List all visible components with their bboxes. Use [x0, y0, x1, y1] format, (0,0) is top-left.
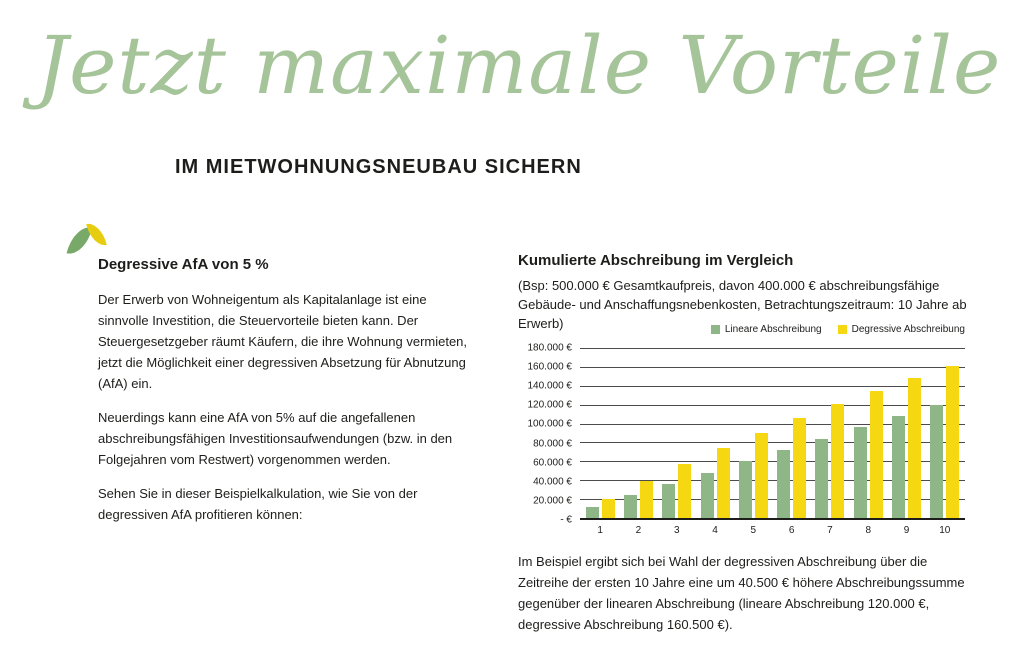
bar-group	[849, 348, 887, 518]
y-tick-label: 140.000 €	[527, 380, 572, 392]
body-paragraph: Der Erwerb von Wohneigentum als Kapitalanlage ist eine sinnvolle Investition, die Steuervorteile bieten kann. Der Steuergesetzgeber räumt Käufern, die ihre Wohnung vermieten, jetzt die Möglichkeit einer degressiven Absetzung für Abnutzung (AfA) ein.	[98, 292, 468, 391]
x-tick-label: 1	[597, 525, 603, 536]
chart-legend	[518, 322, 965, 336]
section-heading: Degressive AfA von 5 %	[98, 256, 269, 273]
leaf-yellow-icon	[86, 221, 107, 249]
bar-degressive-1	[602, 499, 615, 518]
x-tick-label: 6	[788, 525, 795, 536]
y-tick-label: 40.000 €	[533, 476, 572, 488]
bar-linear-9	[892, 416, 905, 518]
x-tick-label: 7	[827, 525, 833, 536]
bar-group	[581, 348, 619, 518]
legend-swatch	[838, 325, 847, 334]
bar-degressive-4	[717, 448, 730, 518]
bar-linear-10	[930, 405, 943, 518]
legend-label: Degressive Abschreibung	[851, 323, 965, 335]
bar-degressive-2	[640, 481, 653, 518]
bar-linear-5	[739, 461, 752, 518]
bar-linear-2	[624, 495, 637, 518]
bar-degressive-8	[870, 391, 883, 518]
x-tick-label: 3	[673, 525, 680, 536]
brand-logo	[68, 220, 112, 260]
x-tick-label: 8	[865, 525, 871, 536]
bar-linear-1	[586, 507, 599, 518]
y-tick-label: 80.000 €	[533, 438, 572, 450]
bars-row	[580, 348, 965, 518]
chart-body	[518, 342, 965, 526]
legend-swatch	[711, 325, 720, 334]
y-tick-label: 100.000 €	[527, 418, 572, 430]
legend-label: Lineare Abschreibung	[724, 323, 822, 335]
x-tick-label: 2	[635, 525, 642, 536]
bar-group	[696, 348, 734, 518]
main-subtitle: IM MIETWOHNUNGSNEUBAU SICHERN	[175, 156, 582, 178]
y-tick-label: 120.000 €	[527, 399, 572, 411]
chart-subtitle: (Bsp: 500.000 € Gesamtkaufpreis, davon 400.000 € abschreibungsfähige Gebäude- und Anschaffungsnebenkosten, Betrachtungszeitraum: 10 Jahre ab Erwerb)	[518, 278, 967, 331]
x-axis	[580, 525, 965, 536]
bar-group	[619, 348, 657, 518]
bar-linear-7	[815, 439, 828, 518]
legend-item-degressive	[838, 324, 965, 335]
x-tick-label: 10	[939, 525, 951, 536]
bar-degressive-9	[908, 378, 921, 518]
decorative-script-headline: Jetzt maximale Vorteile	[36, 19, 1002, 112]
y-axis	[518, 342, 580, 526]
plot-area	[580, 348, 965, 520]
bar-group	[926, 348, 964, 518]
bar-group	[772, 348, 810, 518]
bar-group	[658, 348, 696, 518]
bar-degressive-5	[755, 433, 768, 518]
y-tick-label: 180.000 €	[527, 342, 572, 354]
bar-degressive-10	[946, 366, 959, 518]
bar-group	[887, 348, 925, 518]
y-tick-label: 160.000 €	[527, 361, 572, 373]
body-text-column	[98, 289, 470, 525]
bar-degressive-3	[678, 464, 691, 518]
bar-degressive-6	[793, 418, 806, 518]
bar-linear-4	[701, 473, 714, 518]
x-tick-label: 4	[712, 525, 718, 536]
y-tick-label: - €	[560, 514, 572, 526]
bar-group	[734, 348, 772, 518]
bar-degressive-7	[831, 404, 844, 518]
body-paragraph: Sehen Sie in dieser Beispielkalkulation, wie Sie von der degressiven AfA profitieren können:	[98, 486, 418, 522]
y-tick-label: 20.000 €	[533, 495, 572, 507]
bar-linear-6	[777, 450, 790, 518]
legend-item-linear	[711, 324, 822, 335]
body-paragraph: Neuerdings kann eine AfA von 5% auf die angefallenen abschreibungsfähigen Investitionsaufwendungen (bzw. in den Folgejahren vom Restwert) vorgenommen werden.	[98, 410, 453, 467]
bar-chart	[518, 322, 965, 536]
bar-linear-3	[662, 484, 675, 518]
y-tick-label: 60.000 €	[533, 457, 572, 469]
x-tick-label: 5	[750, 525, 757, 536]
x-tick-label: 9	[903, 525, 910, 536]
bar-linear-8	[854, 427, 867, 518]
bar-group	[811, 348, 849, 518]
chart-footnote: Im Beispiel ergibt sich bei Wahl der degressiven Abschreibung über die Zeitreihe der ersten 10 Jahre eine um 40.500 € höhere Abschreibungssumme gegenüber der linearen Abschreibung (lineare Abschreibung 120.000 €, degressive Abschreibung 160.500 €).	[518, 554, 965, 632]
chart-title: Kumulierte Abschreibung im Vergleich	[518, 252, 794, 269]
